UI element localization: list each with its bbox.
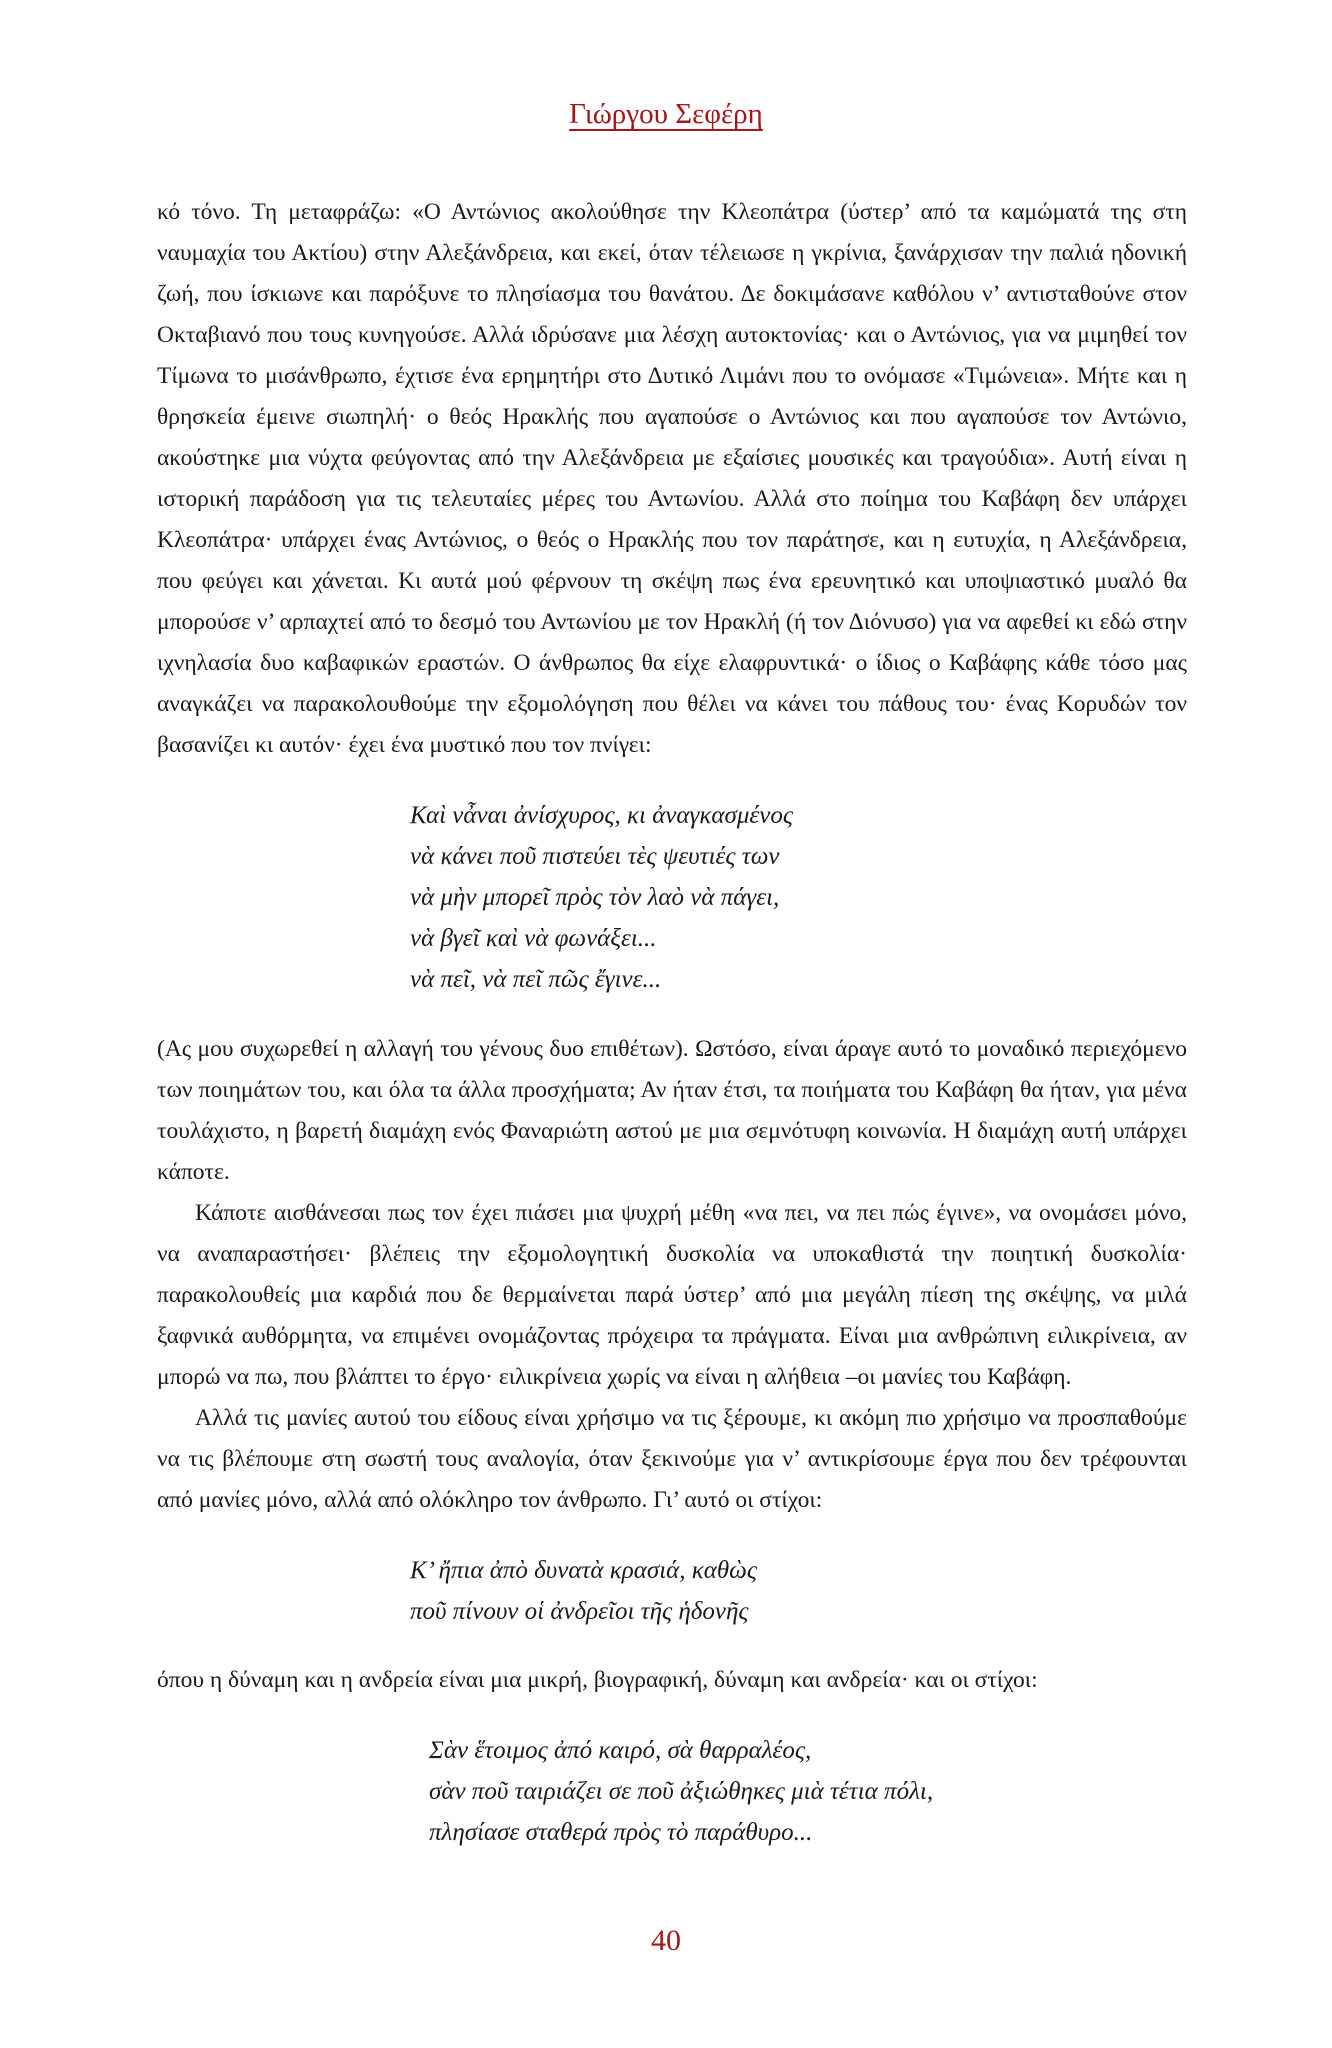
poem-excerpt	[157, 795, 1187, 1000]
verse-line: ποῦ πίνουν οἱ ἀνδρεῖοι τῆς ἡδονῆς	[410, 1598, 749, 1625]
poem-excerpt	[157, 1550, 1187, 1632]
paragraph: (Ας μου συχωρεθεί η αλλαγή του γένους δυο επιθέτων). Ωστόσο, είναι άραγε αυτό το μοναδικό περιεχόμενο των ποιημάτων του, και όλα τα άλλα προσχήματα; Αν ήταν έτσι, τα ποιήματα του Καβάφη θα ήταν, για μένα τουλάχιστο, η βαρετή διαμάχη ενός Φαναριώτη αστού με μια σεμνότυφη κοινωνία. Η διαμάχη αυτή υπάρχει κάποτε.	[157, 1036, 1187, 1185]
verse-line: σὰν ποῦ ταιριάζει σε ποῦ ἀξιώθηκες μιὰ τέτια πόλι,	[429, 1778, 934, 1805]
verse-line: Κ’ ἤπια ἀπὸ δυνατὰ κρασιά, καθὼς	[410, 1557, 757, 1584]
page-number: 40	[651, 1924, 681, 1957]
page-body	[157, 192, 1187, 1853]
verse-line: πλησίασε σταθερά πρὸς τὸ παράθυρο...	[429, 1819, 813, 1846]
verse-line: Καὶ νἆναι ἀνίσχυρος, κι ἀναγκασμένος	[410, 802, 793, 829]
verse-line: νὰ βγεῖ καὶ νὰ φωνάξει...	[410, 925, 657, 952]
running-title: Γιώργου Σεφέρη	[569, 98, 763, 130]
verse-line: νὰ κάνει ποῦ πιστεύει τὲς ψευτιές των	[410, 843, 780, 870]
paragraph: όπου η δύναμη και η ανδρεία είναι μια μικρή, βιογραφική, δύναμη και ανδρεία· και οι στίχοι:	[157, 1667, 1038, 1693]
running-header	[0, 98, 1332, 131]
paragraph: Αλλά τις μανίες αυτού του είδους είναι χρήσιμο να τις ξέρουμε, κι ακόμη πιο χρήσιμο να προσπαθούμε να τις βλέπουμε στη σωστή τους αναλογία, όταν ξεκινούμε για ν’ αντικρίσουμε έργα που δεν τρέφουνται από μανίες μόνο, αλλά από ολόκληρο τον άνθρωπο. Γι’ αυτό οι στίχοι:	[157, 1405, 1187, 1513]
verse-line: νὰ πεῖ, νὰ πεῖ πῶς ἔγινε...	[410, 966, 662, 993]
verse-line: Σὰν ἕτοιμος ἀπό καιρό, σὰ θαρραλέος,	[429, 1737, 812, 1764]
paragraph: Κάποτε αισθάνεσαι πως τον έχει πιάσει μια ψυχρή μέθη «να πει, να πει πώς έγινε», να ονομάσει μόνο, να αναπαραστήσει· βλέπεις την εξομολογητική δυσκολία να υποκαθιστά την ποιητική δυσκολία· παρακολουθείς μια καρδιά που δε θερμαίνεται παρά ύστερ’ από μια μεγάλη πίεση της σκέψης, να μιλά ξαφνικά αυθόρμητα, να επιμένει ονομάζοντας πρόχειρα τα πράγματα. Είναι μια ανθρώπινη ειλικρίνεια, αν μπορώ να πω, που βλάπτει το έργο· ειλικρίνεια χωρίς να είναι η αλήθεια –οι μανίες του Καβάφη.	[157, 1200, 1187, 1390]
paragraph: κό τόνο. Τη μεταφράζω: «Ο Αντώνιος ακολούθησε την Κλεοπάτρα (ύστερ’ από τα καμώματά της στη ναυμαχία του Ακτίου) στην Αλεξάνδρεια, και εκεί, όταν τέλειωσε η γκρίνια, ξανάρχισαν την παλιά ηδονική ζωή, που ίσκιωνε και παρόξυνε το πλησίασμα του θανάτου. Δε δοκιμάσανε καθόλου ν’ αντισταθούνε στον Οκταβιανό που τους κυνηγούσε. Αλλά ιδρύσανε μια λέσχη αυτοκτονίας· και ο Αντώνιος, για να μιμηθεί τον Τίμωνα το μισάνθρωπο, έχτισε ένα ερημητήρι στο Δυτικό Λιμάνι που το ονόμασε «Τιμώνεια». Μήτε και η θρησκεία έμεινε σιωπηλή· ο θεός Ηρακλής που αγαπούσε ο Αντώνιος και που αγαπούσε τον Αντώνιο, ακούστηκε μια νύχτα φεύγοντας από την Αλεξάνδρεια με εξαίσιες μουσικές και τραγούδια». Αυτή είναι η ιστορική παράδοση για τις τελευταίες μέρες του Αντωνίου. Αλλά στο ποίημα του Καβάφη δεν υπάρχει Κλεοπάτρα· υπάρχει ένας Αντώνιος, ο θεός ο Ηρακλής που τον παράτησε, και η ευτυχία, η Αλεξάνδρεια, που φεύγει και χάνεται. Κι αυτά μού φέρνουν τη σκέψη πως ένα ερευνητικό και υποψιαστικό μυαλό θα μπορούσε ν’ αρπαχτεί από το δεσμό του Αντωνίου με τον Ηρακλή (ή τον Διόνυσο) για να αφεθεί κι εδώ στην ιχνηλασία δυο καβαφικών εραστών. Ο άνθρωπος θα είχε ελαφρυντικά· ο ίδιος ο Καβάφης κάθε τόσο μας αναγκάζει να παρακολουθούμε την εξομολόγηση που θέλει να κάνει του πάθους του· ένας Κορυδών τον βασανίζει κι αυτόν· έχει ένα μυστικό που τον πνίγει:	[157, 199, 1187, 758]
poem-excerpt	[157, 1730, 1187, 1853]
verse-line: νὰ μὴν μπορεῖ πρὸς τὸν λαὸ νὰ πάγει,	[410, 884, 780, 911]
